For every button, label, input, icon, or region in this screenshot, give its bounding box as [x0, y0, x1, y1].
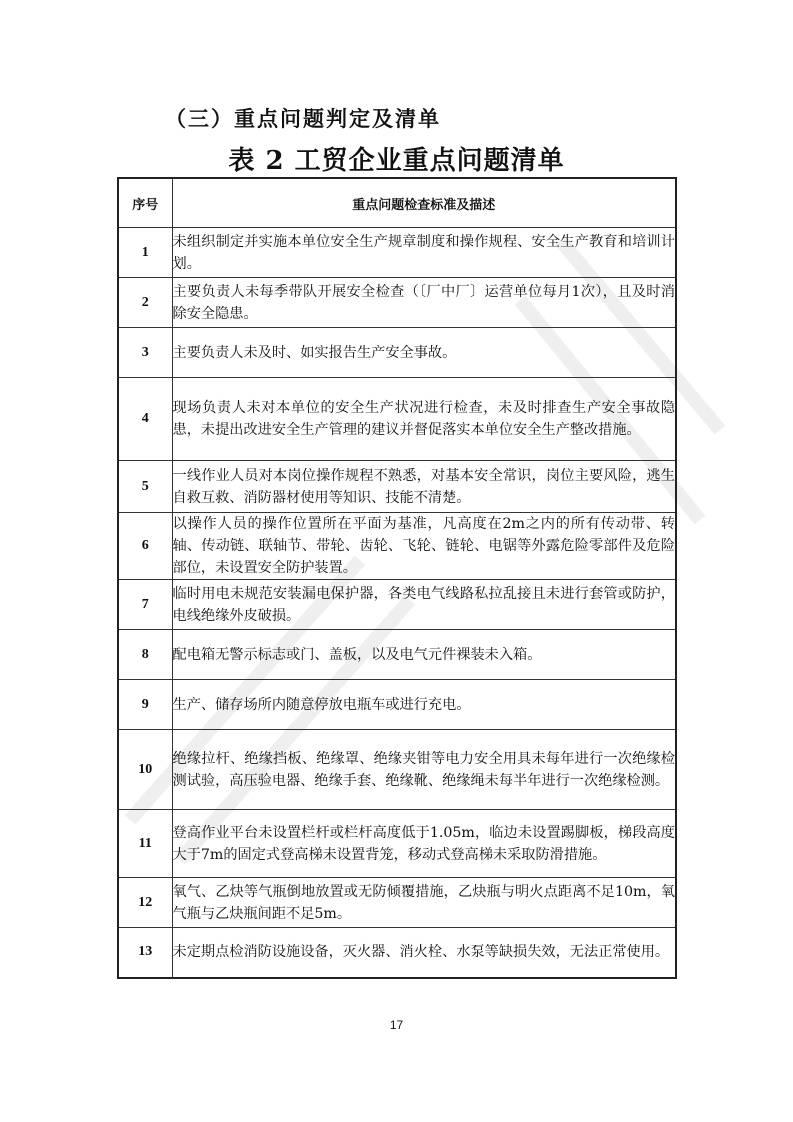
table-row [118, 580, 676, 630]
row-description: 氧气、乙炔等气瓶倒地放置或无防倾覆措施，乙炔瓶与明火点距离不足10m，氧气瓶与乙炔瓶间距不足5m。 [172, 878, 676, 928]
table-row [118, 680, 676, 730]
row-description: 生产、储存场所内随意停放电瓶车或进行充电。 [172, 680, 676, 730]
table-row [118, 878, 676, 928]
row-description: 未组织制定并实施本单位安全生产规章制度和操作规程、安全生产教育和培训计划。 [172, 228, 676, 278]
table-row [118, 461, 676, 513]
row-description: 配电箱无警示标志或门、盖板，以及电气元件裸装未入箱。 [172, 630, 676, 680]
row-description: 未定期点检消防设施设备，灭火器、消火栓、水泵等缺损失效，无法正常使用。 [172, 928, 676, 978]
row-number: 10 [118, 730, 172, 810]
row-number: 9 [118, 680, 172, 730]
table-row [118, 228, 676, 278]
header-number: 序号 [118, 178, 172, 228]
row-number: 5 [118, 461, 172, 513]
row-description: 以操作人员的操作位置所在平面为基准，凡高度在2m之内的所有传动带、转轴、传动链、联轴节、带轮、齿轮、飞轮、链轮、电锯等外露危险零部件及危险部位，未设置安全防护装置。 [172, 513, 676, 580]
row-number: 2 [118, 278, 172, 328]
row-number: 13 [118, 928, 172, 978]
row-number: 3 [118, 328, 172, 378]
table-title: 表 2 工贸企业重点问题清单 [228, 146, 565, 176]
row-description: 一线作业人员对本岗位操作规程不熟悉，对基本安全常识，岗位主要风险，逃生自救互救、消防器材使用等知识、技能不清楚。 [172, 461, 676, 513]
row-description: 登高作业平台未设置栏杆或栏杆高度低于1.05m，临边未设置踢脚板，梯段高度大于7m的固定式登高梯未设置背笼，移动式登高梯未采取防滑措施。 [172, 810, 676, 878]
row-description: 现场负责人未对本单位的安全生产状况进行检查，未及时排查生产安全事故隐患，未提出改进安全生产管理的建议并督促落实本单位安全生产整改措施。 [172, 378, 676, 461]
row-number: 12 [118, 878, 172, 928]
row-number: 7 [118, 580, 172, 630]
table-row [118, 730, 676, 810]
table-row [118, 928, 676, 978]
row-number: 4 [118, 378, 172, 461]
page-number: 17 [389, 1018, 404, 1032]
header-description: 重点问题检查标准及描述 [172, 178, 676, 228]
table-row [118, 328, 676, 378]
issues-table [117, 177, 677, 979]
table-row [118, 513, 676, 580]
row-number: 6 [118, 513, 172, 580]
table-header-row [118, 178, 676, 228]
section-heading: （三）重点问题判定及清单 [165, 106, 441, 131]
row-number: 11 [118, 810, 172, 878]
row-description: 临时用电未规范安装漏电保护器，各类电气线路私拉乱接且未进行套管或防护，电线绝缘外皮破损。 [172, 580, 676, 630]
row-description: 绝缘拉杆、绝缘挡板、绝缘罩、绝缘夹钳等电力安全用具未每年进行一次绝缘检测试验，高压验电器、绝缘手套、绝缘靴、绝缘绳未每半年进行一次绝缘检测。 [172, 730, 676, 810]
table-row [118, 278, 676, 328]
row-number: 8 [118, 630, 172, 680]
table-row [118, 630, 676, 680]
table-row [118, 810, 676, 878]
table-row [118, 378, 676, 461]
row-description: 主要负责人未每季带队开展安全检查（〔厂中厂〕运营单位每月1次），且及时消除安全隐患。 [172, 278, 676, 328]
row-number: 1 [118, 228, 172, 278]
row-description: 主要负责人未及时、如实报告生产安全事故。 [172, 328, 676, 378]
